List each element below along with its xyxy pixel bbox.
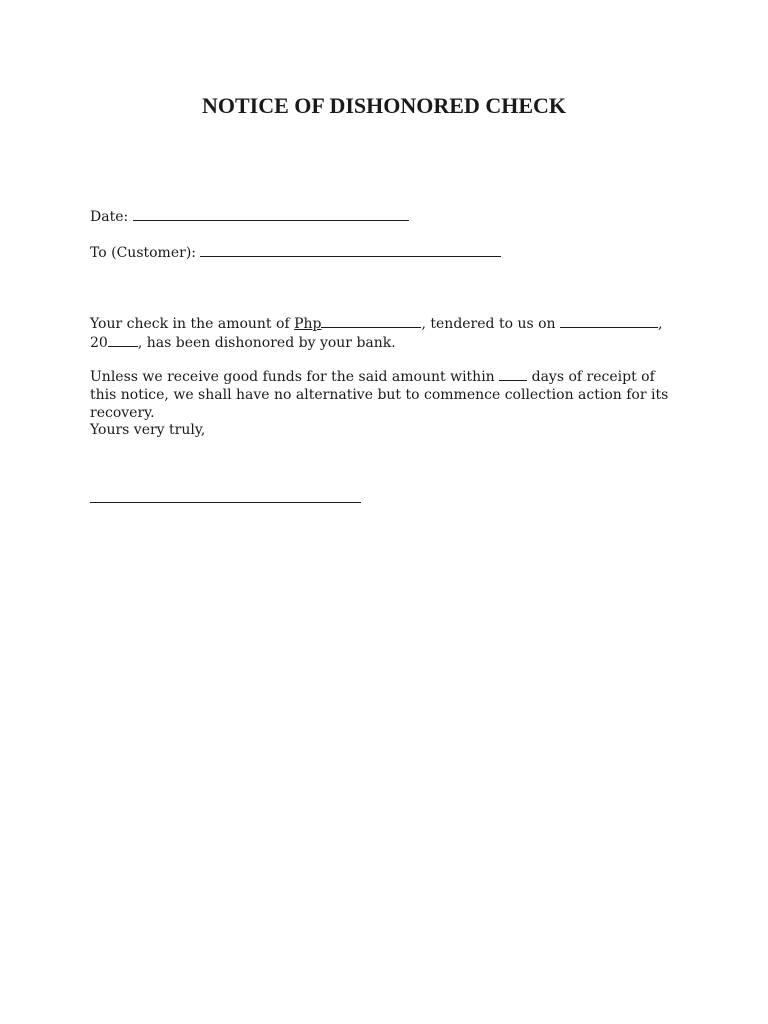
paragraph2-text-1: Unless we receive good funds for the said amount within: [90, 369, 500, 385]
paragraph1-text-3: ,: [658, 316, 663, 332]
customer-label: To (Customer):: [90, 245, 196, 261]
amount-blank: [321, 314, 421, 328]
tender-date-blank: [560, 314, 658, 328]
paragraph1-text-2: , tendered to us on: [421, 316, 561, 332]
date-row: [90, 206, 409, 226]
customer-blank-line: [200, 242, 501, 257]
date-label: Date:: [90, 209, 129, 225]
paragraph1-text-1: Your check in the amount of: [90, 316, 295, 332]
page-title: NOTICE OF DISHONORED CHECK: [201, 93, 567, 118]
paragraph1-text-4: , has been dishonored by your bank.: [137, 335, 396, 351]
year-blank: [108, 333, 138, 347]
signature-line: [90, 502, 361, 503]
days-blank: [499, 367, 527, 381]
year-prefix: 20: [90, 335, 108, 351]
date-blank-line: [133, 206, 409, 221]
customer-row: [90, 242, 501, 262]
currency-label: Php: [294, 316, 322, 332]
paragraph2-text-2: days of receipt of this notice, we shall have no alternative but to commence collection action for its recovery.: [90, 369, 669, 421]
closing-text: Yours very truly,: [90, 422, 206, 438]
check-amount-paragraph: [90, 314, 690, 352]
collection-paragraph: [90, 367, 680, 422]
